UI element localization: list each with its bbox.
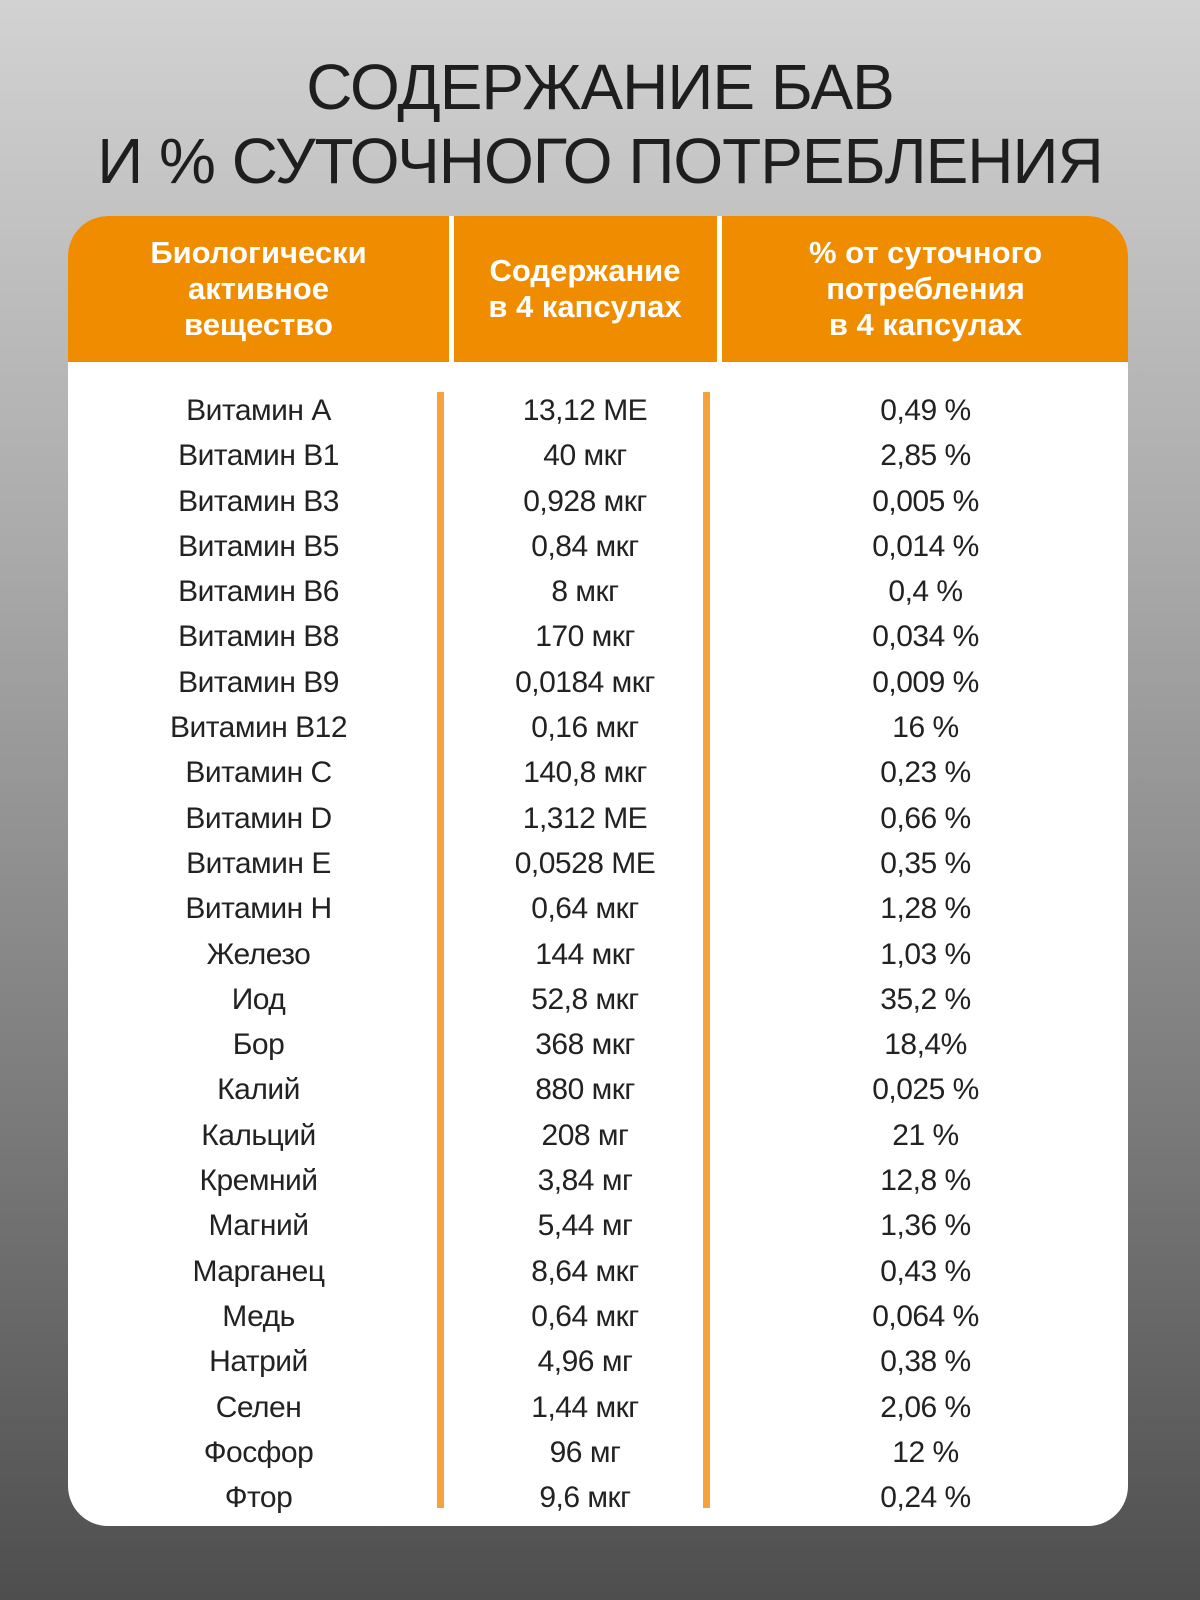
table-row — [68, 750, 1128, 795]
daily-percent-cell: 0,23 % — [880, 756, 971, 790]
content-cell: 40 мкг — [543, 439, 627, 473]
table-row — [68, 1022, 1128, 1067]
daily-percent-cell: 0,35 % — [880, 846, 971, 880]
substance-cell: Натрий — [209, 1345, 308, 1379]
daily-percent-cell: 0,49 % — [880, 394, 971, 427]
table-header — [68, 216, 1128, 362]
table-row — [68, 1249, 1128, 1294]
table-row — [68, 614, 1128, 659]
table-row — [68, 1430, 1128, 1475]
substance-cell: Фосфор — [203, 1435, 314, 1469]
content-cell: 52,8 мкг — [531, 982, 639, 1016]
content-cell: 5,44 мг — [537, 1209, 633, 1243]
table-row — [68, 932, 1128, 977]
page-title — [0, 50, 1200, 198]
substance-cell: Железо — [206, 937, 311, 971]
content-cell: 0,0184 мкг — [515, 665, 655, 699]
content-cell: 0,16 мкг — [531, 711, 639, 745]
daily-percent-cell: 35,2 % — [880, 982, 971, 1016]
substance-cell: Витамин D — [185, 801, 332, 835]
table-row — [68, 886, 1128, 931]
header-content: Содержание в 4 капсулах — [488, 253, 682, 324]
header-daily-percent: % от суточного потребления в 4 капсулах — [808, 235, 1043, 342]
daily-percent-cell: 2,06 % — [880, 1390, 971, 1424]
table-row — [68, 388, 1128, 433]
substance-cell: Кремний — [199, 1164, 318, 1198]
daily-percent-cell: 0,034 % — [872, 620, 979, 654]
substance-cell: Витамин E — [186, 846, 331, 880]
substance-cell: Витамин B3 — [178, 484, 339, 518]
table-row — [68, 1158, 1128, 1203]
content-cell: 96 мг — [549, 1435, 621, 1469]
header-substance: Биологически активное вещество — [150, 235, 367, 342]
substance-cell: Медь — [222, 1299, 295, 1333]
table-row — [68, 1113, 1128, 1158]
table-row — [68, 569, 1128, 614]
content-cell: 3,84 мг — [537, 1164, 633, 1198]
table-row — [68, 479, 1128, 524]
substance-cell: Витамин A — [186, 394, 331, 427]
daily-percent-cell: 21 % — [892, 1118, 959, 1152]
substance-cell: Бор — [232, 1028, 285, 1062]
substance-cell: Иод — [231, 982, 286, 1016]
table-row — [68, 1067, 1128, 1112]
table-row — [68, 1294, 1128, 1339]
table-row — [68, 977, 1128, 1022]
content-cell: 0,64 мкг — [531, 892, 639, 926]
daily-percent-cell: 16 % — [892, 711, 959, 745]
content-cell: 368 мкг — [535, 1028, 635, 1062]
substance-cell: Фтор — [224, 1481, 293, 1515]
substance-cell: Селен — [215, 1390, 302, 1424]
content-cell: 880 мкг — [535, 1073, 635, 1107]
content-cell: 8,64 мкг — [531, 1254, 639, 1288]
substance-cell: Магний — [208, 1209, 309, 1243]
substance-cell: Витамин B12 — [169, 711, 348, 745]
substance-cell: Калий — [217, 1073, 300, 1107]
header-divider — [717, 216, 722, 362]
substance-cell: Кальций — [201, 1118, 316, 1152]
table-row — [68, 524, 1128, 569]
table-row — [68, 705, 1128, 750]
daily-percent-cell: 18,4% — [884, 1028, 967, 1062]
title-line-1: СОДЕРЖАНИЕ БАВ — [306, 51, 894, 123]
daily-percent-cell: 0,66 % — [880, 801, 971, 835]
substance-cell: Витамин B6 — [178, 575, 339, 609]
content-cell: 144 мкг — [535, 937, 635, 971]
content-cell: 9,6 мкг — [539, 1481, 631, 1515]
daily-percent-cell: 0,009 % — [872, 665, 979, 699]
daily-percent-cell: 12,8 % — [880, 1164, 971, 1198]
substance-cell: Витамин B9 — [178, 665, 339, 699]
daily-percent-cell: 1,28 % — [880, 892, 971, 926]
table-row — [68, 796, 1128, 841]
table-row — [68, 1203, 1128, 1248]
content-cell: 0,64 мкг — [531, 1299, 639, 1333]
content-cell: 0,84 мкг — [531, 529, 639, 563]
daily-percent-cell: 0,025 % — [872, 1073, 979, 1107]
substance-cell: Витамин C — [185, 756, 332, 790]
table-body — [68, 388, 1128, 1520]
table-row — [68, 1385, 1128, 1430]
table-row — [68, 660, 1128, 705]
content-cell: 208 мг — [541, 1118, 629, 1152]
substance-cell: Витамин B1 — [178, 439, 339, 473]
content-cell: 1,312 МЕ — [522, 801, 648, 835]
daily-percent-cell: 0,005 % — [872, 484, 979, 518]
content-cell: 170 мкг — [535, 620, 635, 654]
daily-percent-cell: 2,85 % — [880, 439, 971, 473]
substance-cell: Марганец — [192, 1254, 325, 1288]
table-row — [68, 1475, 1128, 1520]
substance-cell: Витамин B8 — [178, 620, 339, 654]
daily-percent-cell: 0,38 % — [880, 1345, 971, 1379]
daily-percent-cell: 0,4 % — [888, 575, 963, 609]
table-row — [68, 433, 1128, 478]
content-cell: 8 мкг — [551, 575, 619, 609]
title-line-2: И % СУТОЧНОГО ПОТРЕБЛЕНИЯ — [97, 125, 1103, 197]
nutrient-table — [68, 216, 1128, 1526]
daily-percent-cell: 0,24 % — [880, 1481, 971, 1515]
substance-cell: Витамин B5 — [178, 529, 339, 563]
content-cell: 13,12 МЕ — [522, 394, 648, 427]
content-cell: 0,928 мкг — [523, 484, 647, 518]
content-cell: 4,96 мг — [537, 1345, 633, 1379]
content-cell: 0,0528 МЕ — [514, 846, 656, 880]
content-cell: 1,44 мкг — [531, 1390, 639, 1424]
substance-cell: Витамин H — [185, 892, 332, 926]
table-row — [68, 1339, 1128, 1384]
daily-percent-cell: 1,03 % — [880, 937, 971, 971]
daily-percent-cell: 0,064 % — [872, 1299, 979, 1333]
daily-percent-cell: 12 % — [892, 1435, 959, 1469]
content-cell: 140,8 мкг — [523, 756, 647, 790]
daily-percent-cell: 1,36 % — [880, 1209, 971, 1243]
daily-percent-cell: 0,43 % — [880, 1254, 971, 1288]
table-row — [68, 841, 1128, 886]
daily-percent-cell: 0,014 % — [872, 529, 979, 563]
